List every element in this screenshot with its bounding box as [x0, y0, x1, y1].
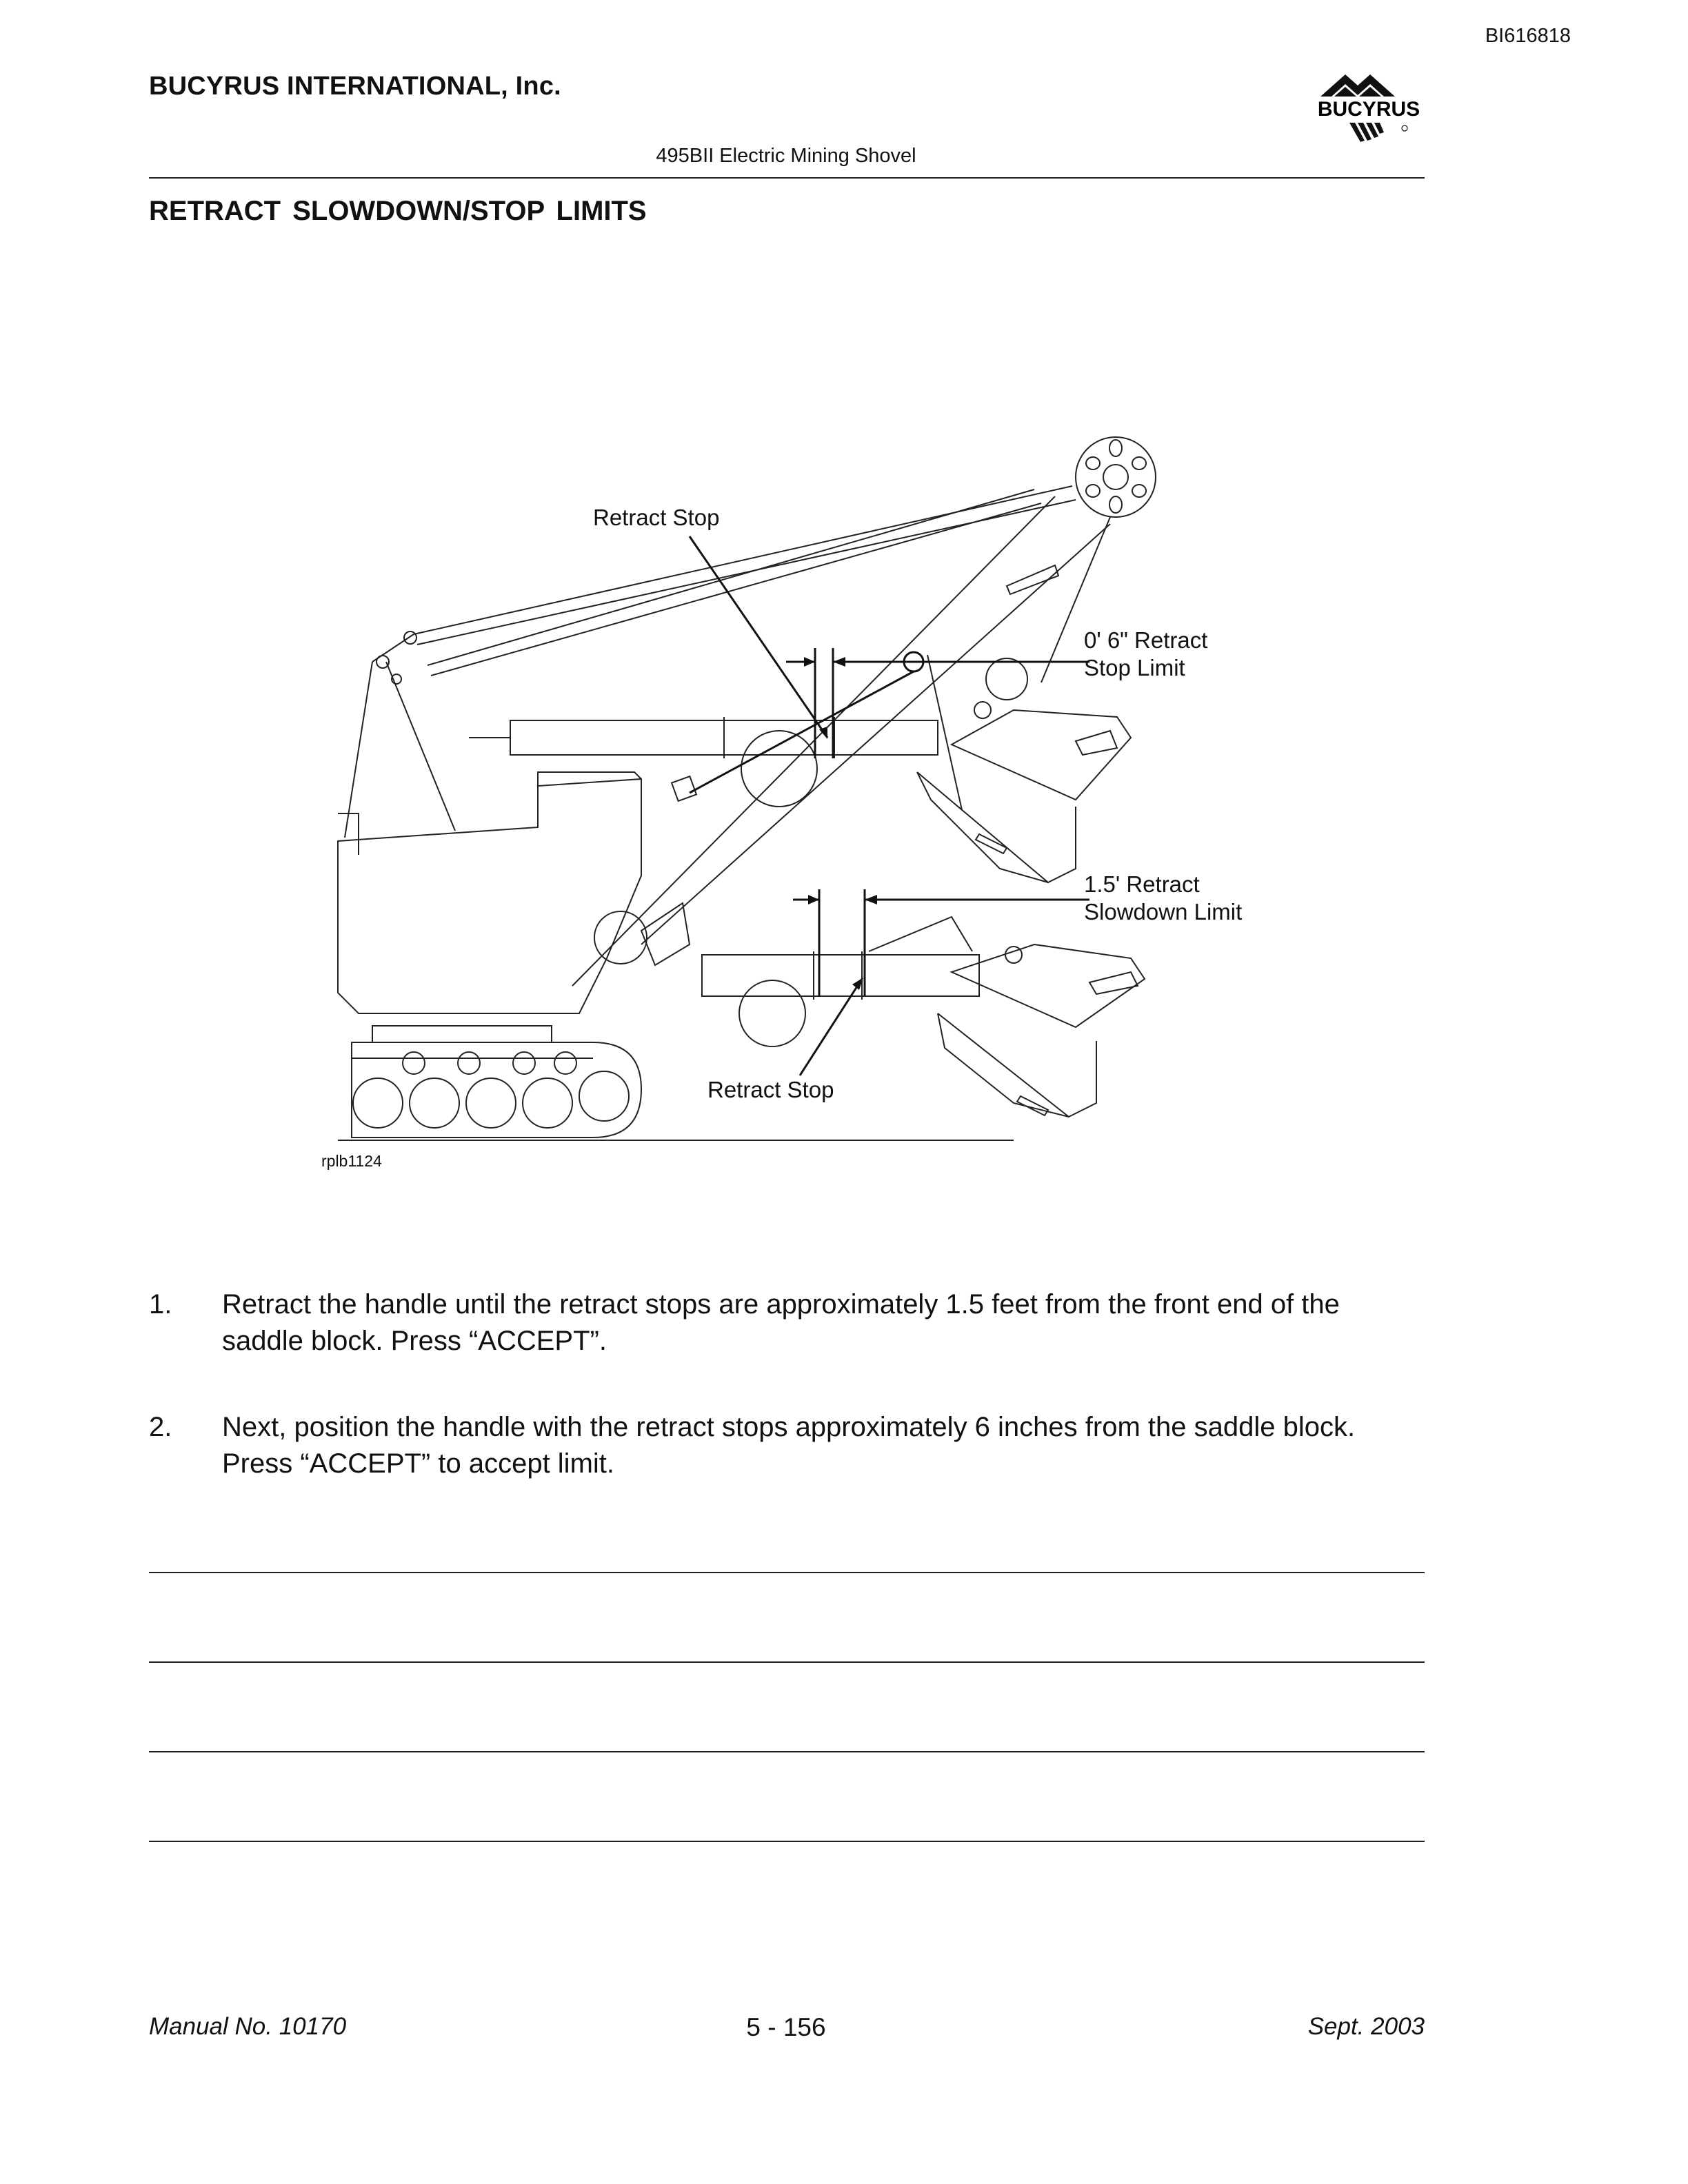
header-rule — [149, 177, 1425, 179]
company-name: BUCYRUS INTERNATIONAL, Inc. — [149, 72, 561, 101]
page-number: 5 - 156 — [746, 2013, 826, 2041]
dipper-upper — [952, 710, 1131, 800]
step-number: 1. — [149, 1289, 172, 1320]
crawler-track — [352, 1042, 641, 1138]
dipper-handle-lower — [702, 955, 979, 996]
callout-slowdown-line2: Slowdown Limit — [1084, 899, 1243, 924]
notes-line — [149, 1841, 1425, 1842]
manual-number: Manual No. 10170 — [149, 2013, 347, 2040]
callout-retract-stop-bottom: Retract Stop — [707, 1077, 834, 1102]
callout-stop-limit-line1: 0' 6" Retract — [1084, 627, 1208, 653]
notes-line — [149, 1751, 1425, 1752]
document-id: BI616818 — [1485, 25, 1571, 47]
machinery-house — [338, 779, 641, 1013]
publication-date: Sept. 2003 — [1307, 2013, 1425, 2040]
callout-slowdown-line1: 1.5' Retract — [1084, 871, 1200, 897]
figure-code: rplb1124 — [321, 1152, 382, 1170]
document-subtitle: 495BII Electric Mining Shovel — [656, 145, 916, 167]
callout-stop-limit-line2: Stop Limit — [1084, 655, 1185, 680]
step-1 — [149, 1286, 1425, 1362]
logo-wordmark: BUCYRUS — [1317, 98, 1420, 121]
notes-line — [149, 1572, 1425, 1573]
step-text-line: saddle block. Press “ACCEPT”. — [222, 1326, 607, 1356]
section-title: RETRACT SLOWDOWN/STOP LIMITS — [149, 196, 647, 226]
boom-point-sheave — [1076, 437, 1156, 517]
notes-line — [149, 1661, 1425, 1663]
mining-shovel-diagram — [303, 427, 1296, 1179]
step-number: 2. — [149, 1412, 172, 1442]
callout-retract-stop-top: Retract Stop — [593, 505, 720, 530]
step-2 — [149, 1409, 1425, 1485]
step-text-line: Retract the handle until the retract stops are approximately 1.5 feet from the front end of the — [222, 1289, 1340, 1320]
bucyrus-logo — [1307, 70, 1431, 153]
step-text-line: Press “ACCEPT” to accept limit. — [222, 1448, 615, 1479]
dipper-lower — [952, 944, 1145, 1027]
step-text-line: Next, position the handle with the retract stops approximately 6 inches from the saddle block. — [222, 1412, 1356, 1442]
track-rollers — [353, 1052, 629, 1128]
